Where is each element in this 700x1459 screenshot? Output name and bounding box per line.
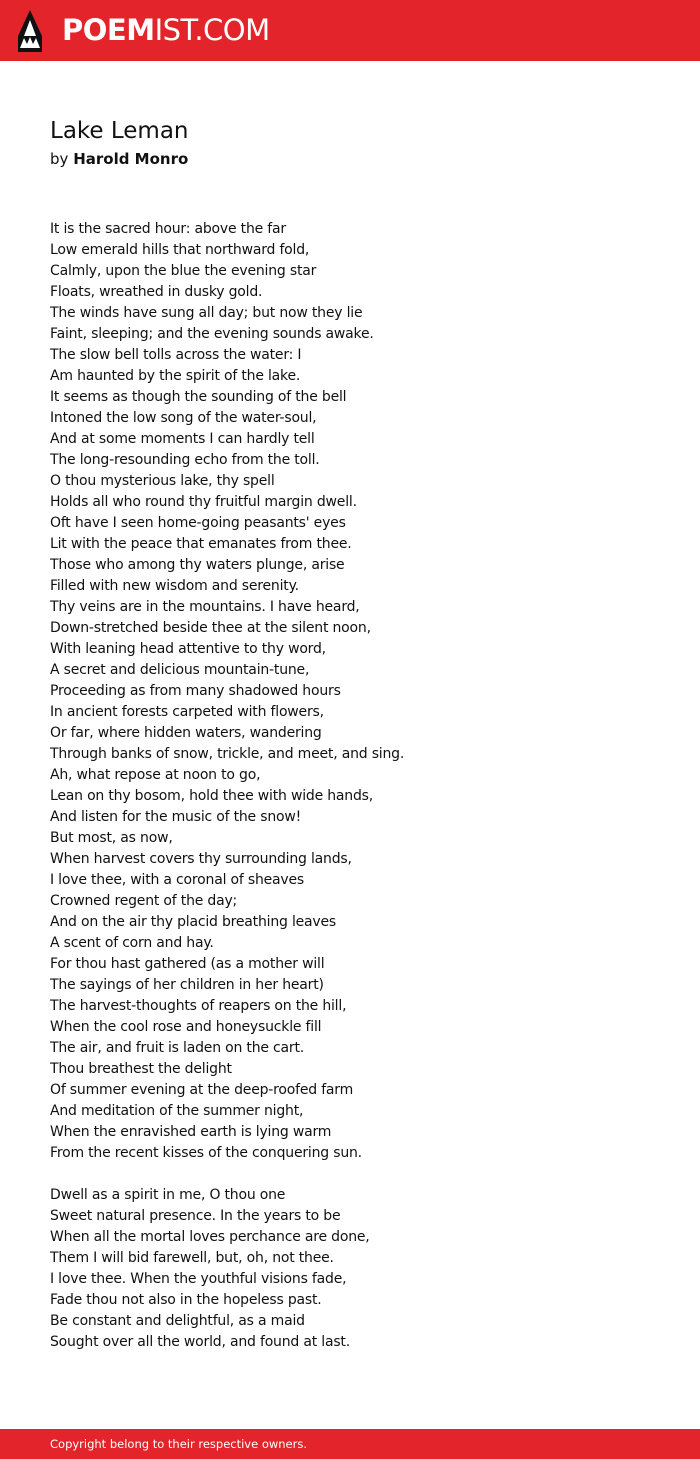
by-label: by — [50, 150, 69, 168]
poem-line: Down-stretched beside thee at the silent noon, — [50, 620, 371, 636]
poem-line: When harvest covers thy surrounding lands, — [50, 851, 352, 867]
poem-body — [50, 219, 670, 1374]
poem-line: I love thee. When the youthful visions fade, — [50, 1271, 347, 1287]
poem-line: Those who among thy waters plunge, arise — [50, 557, 345, 573]
poem-line: When the cool rose and honeysuckle fill — [50, 1019, 322, 1035]
poem-line: Low emerald hills that northward fold, — [50, 242, 310, 258]
poem-line: Lean on thy bosom, hold thee with wide hands, — [50, 788, 374, 804]
poem-line: Sweet natural presence. In the years to be — [50, 1208, 341, 1224]
site-footer — [0, 1429, 700, 1459]
poem-line: And listen for the music of the snow! — [50, 809, 302, 825]
poem-line: I love thee, with a coronal of sheaves — [50, 872, 305, 888]
poem-line: Be constant and delightful, as a maid — [50, 1313, 305, 1329]
poem-line: In ancient forests carpeted with flowers, — [50, 704, 324, 720]
poem-line: Fade thou not also in the hopeless past. — [50, 1292, 322, 1308]
poem-line: And meditation of the summer night, — [50, 1103, 304, 1119]
poem-line: Filled with new wisdom and serenity. — [50, 578, 299, 594]
poem-line: The sayings of her children in her heart) — [50, 977, 324, 993]
site-logo[interactable] — [62, 12, 270, 48]
poem-line: With leaning head attentive to thy word, — [50, 641, 326, 657]
copyright-notice: Copyright belong to their respective owners. — [50, 1437, 308, 1451]
poem-stanza — [50, 219, 670, 1164]
poem-line: Am haunted by the spirit of the lake. — [50, 368, 301, 384]
poem-line: Oft have I seen home-going peasants' eyes — [50, 515, 346, 531]
poem-line: A scent of corn and hay. — [50, 935, 214, 951]
poem-line: The slow bell tolls across the water: I — [50, 347, 302, 363]
poem-line: Floats, wreathed in dusky gold. — [50, 284, 263, 300]
poem-line: The air, and fruit is laden on the cart. — [50, 1040, 305, 1056]
poem-line: It is the sacred hour: above the far — [50, 221, 286, 237]
poem-line: Proceeding as from many shadowed hours — [50, 683, 341, 699]
poem-line: Through banks of snow, trickle, and meet, and sing. — [50, 746, 405, 762]
poem-line: Lit with the peace that emanates from thee. — [50, 536, 352, 552]
poem-line: When the enravished earth is lying warm — [50, 1124, 332, 1140]
poem-line: O thou mysterious lake, thy spell — [50, 473, 275, 489]
poem-line: A secret and delicious mountain-tune, — [50, 662, 310, 678]
poem-line: The harvest-thoughts of reapers on the hill, — [50, 998, 347, 1014]
logo-bold-text: POEM — [62, 13, 155, 47]
poem-line: It seems as though the sounding of the bell — [50, 389, 347, 405]
poem-line: Sought over all the world, and found at last. — [50, 1334, 350, 1350]
poem-line: The long-resounding echo from the toll. — [50, 452, 320, 468]
poem-title: Lake Leman — [50, 118, 189, 144]
poem-line: And at some moments I can hardly tell — [50, 431, 315, 447]
poem-line: And on the air thy placid breathing leaves — [50, 914, 337, 930]
byline — [50, 149, 188, 169]
pencil-tip-icon[interactable] — [16, 8, 44, 54]
poem-stanza — [50, 1185, 670, 1353]
poem-line: Intoned the low song of the water-soul, — [50, 410, 317, 426]
poem-line: Faint, sleeping; and the evening sounds awake. — [50, 326, 374, 342]
poem-line: Ah, what repose at noon to go, — [50, 767, 261, 783]
poem-line: From the recent kisses of the conquering sun. — [50, 1145, 362, 1161]
poem-line: Crowned regent of the day; — [50, 893, 238, 909]
logo-light-text: IST.COM — [154, 13, 270, 47]
site-header — [0, 0, 700, 61]
poem-line: Dwell as a spirit in me, O thou one — [50, 1187, 286, 1203]
poem-line: Thou breathest the delight — [50, 1061, 232, 1077]
author-name: Harold Monro — [73, 150, 189, 168]
poem-line: Holds all who round thy fruitful margin dwell. — [50, 494, 357, 510]
poem-line: When all the mortal loves perchance are done, — [50, 1229, 370, 1245]
poem-line: But most, as now, — [50, 830, 173, 846]
poem-line: For thou hast gathered (as a mother will — [50, 956, 325, 972]
poem-line: Or far, where hidden waters, wandering — [50, 725, 322, 741]
poem-line: The winds have sung all day; but now they lie — [50, 305, 363, 321]
poem-line: Thy veins are in the mountains. I have heard, — [50, 599, 360, 615]
poem-line: Of summer evening at the deep-roofed farm — [50, 1082, 354, 1098]
poem-line: Calmly, upon the blue the evening star — [50, 263, 317, 279]
poem-line: Them I will bid farewell, but, oh, not thee. — [50, 1250, 334, 1266]
